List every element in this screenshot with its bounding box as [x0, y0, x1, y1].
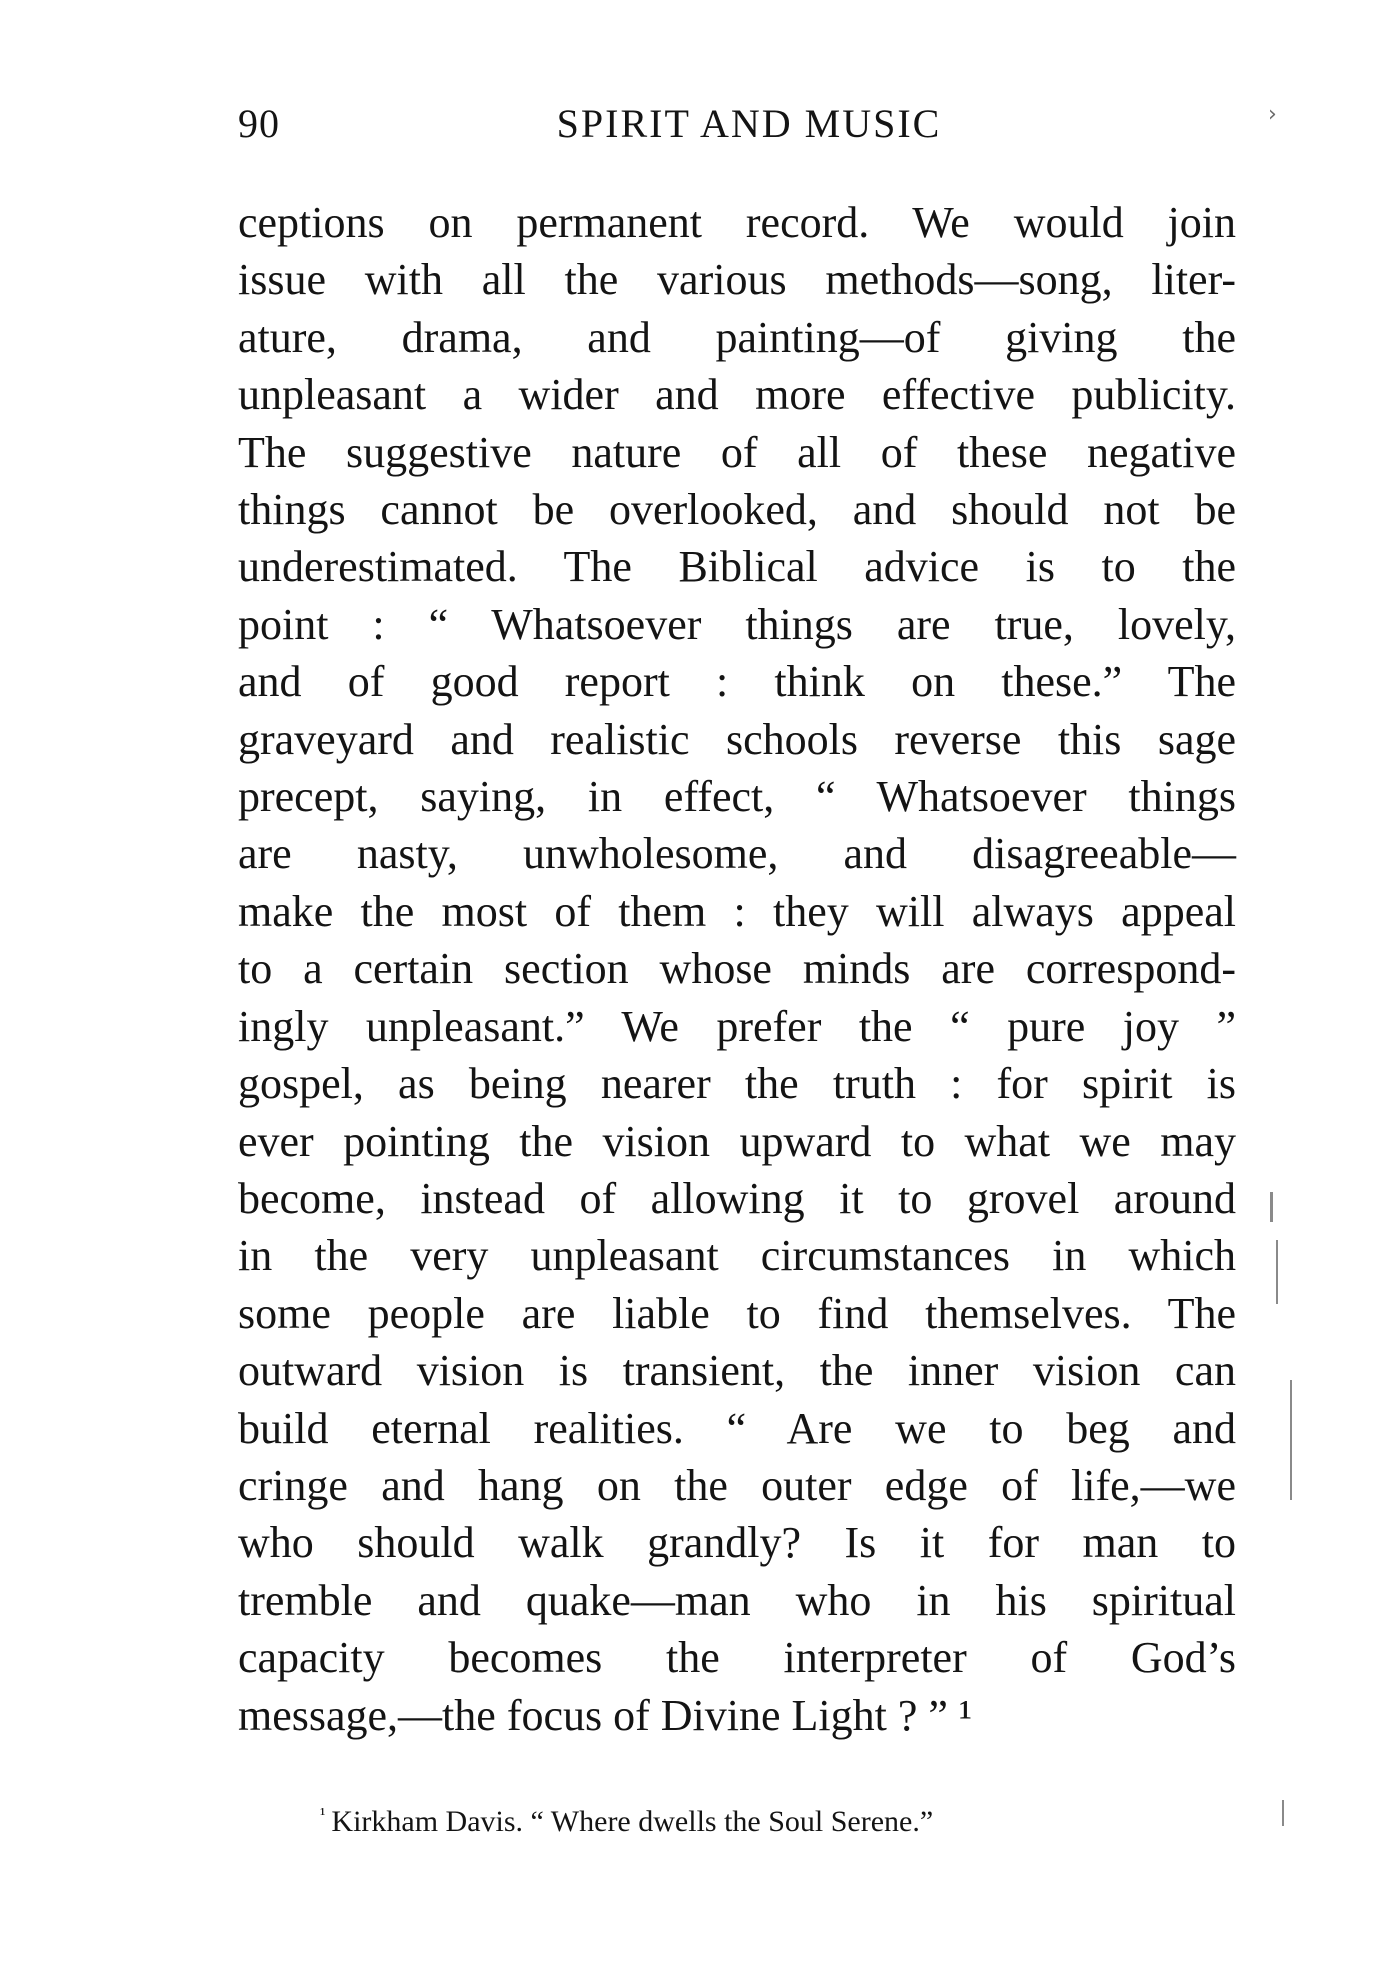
text-line: precept, saying, in effect, “ Whatsoever things [238, 772, 1236, 822]
scan-speck [1282, 1800, 1284, 1826]
text-line: unpleasant a wider and more effective publicity. [238, 370, 1236, 420]
footnote [320, 1792, 1220, 1844]
text-line: graveyard and realistic schools reverse this sage [238, 714, 1236, 764]
scan-speck: › [1268, 102, 1277, 127]
footnote-text: Kirkham Davis. “ Where dwells the Soul Serene.” [331, 1805, 934, 1838]
text-line: build eternal realities. “ Are we to beg and [238, 1403, 1236, 1453]
text-line: some people are liable to find themselves. The [238, 1288, 1236, 1338]
scan-speck [1290, 1380, 1292, 1500]
footnote-marker: ¹ [320, 1804, 326, 1824]
text-line: issue with all the various methods—song, liter- [238, 255, 1236, 305]
text-line: capacity becomes the interpreter of God’s [238, 1633, 1236, 1683]
page-number: 90 [238, 101, 280, 146]
text-line: gospel, as being nearer the truth : for spirit is [238, 1059, 1236, 1109]
text-line: outward vision is transient, the inner vision can [238, 1346, 1236, 1396]
text-line: tremble and quake—man who in his spiritual [238, 1575, 1236, 1625]
scan-speck [1276, 1240, 1278, 1304]
running-head [238, 94, 1236, 154]
text-line: ature, drama, and painting—of giving the [238, 312, 1236, 362]
text-line: cringe and hang on the outer edge of life,—we [238, 1460, 1236, 1510]
running-title: SPIRIT AND MUSIC [556, 101, 942, 146]
scan-speck [1270, 1192, 1273, 1222]
text-line: are nasty, unwholesome, and disagreeable— [238, 829, 1236, 879]
text-line: things cannot be overlooked, and should not be [238, 485, 1236, 535]
text-line: ever pointing the vision upward to what we may [238, 1116, 1236, 1166]
text-line: become, instead of allowing it to grovel around [238, 1173, 1236, 1223]
text-line: to a certain section whose minds are correspond- [238, 944, 1236, 994]
text-line: ceptions on permanent record. We would join [238, 198, 1236, 247]
text-line: and of good report : think on these.” The [238, 657, 1236, 707]
text-line: ingly unpleasant.” We prefer the “ pure joy ” [238, 1001, 1236, 1051]
text-line: point : “ Whatsoever things are true, lovely, [238, 599, 1236, 649]
text-line: make the most of them : they will always appeal [238, 886, 1236, 936]
text-line: in the very unpleasant circumstances in which [238, 1231, 1236, 1281]
text-line: The suggestive nature of all of these negative [238, 427, 1236, 477]
text-line: who should walk grandly? Is it for man to [238, 1518, 1236, 1568]
body-text [238, 194, 1236, 1744]
text-line: underestimated. The Biblical advice is to the [238, 542, 1236, 592]
text-line: message,—the focus of Divine Light ? ” ¹ [238, 1690, 973, 1740]
